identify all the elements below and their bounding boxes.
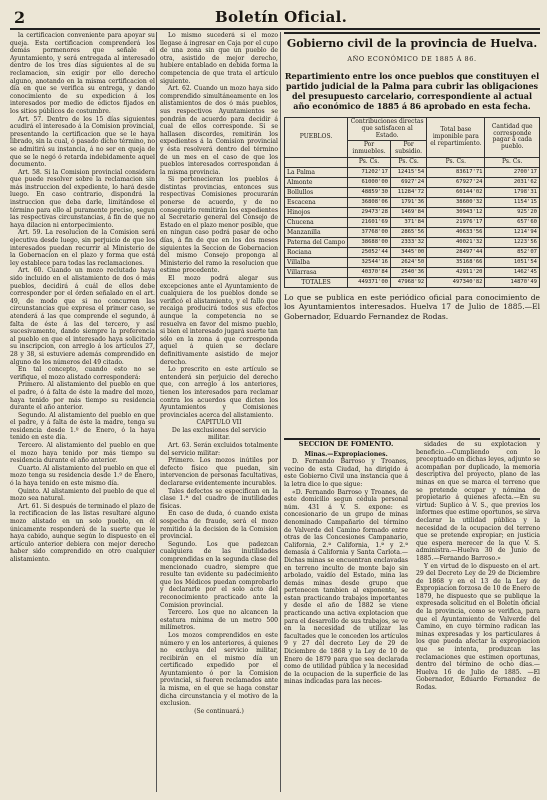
amount-cell: 925'20 (485, 207, 540, 217)
amount-cell: 1462'45 (485, 267, 540, 277)
table-row (285, 217, 540, 227)
table-row (285, 207, 540, 217)
unit-label: Ps. Cs. (348, 157, 391, 167)
unit-label: Ps. Cs. (485, 157, 540, 167)
paragraph: CAPITULO VII (196, 419, 242, 427)
amount-cell: 1791'36 (390, 197, 426, 207)
fomento-section (284, 433, 540, 795)
total-cell: 497340'82 (427, 277, 485, 287)
header-inmuebles: Por inmuebles. (348, 141, 391, 158)
table-row (285, 177, 540, 187)
amount-cell: 61000'00 (348, 177, 391, 187)
amount-cell: 32544'16 (348, 257, 391, 267)
fomento-column-2 (416, 441, 540, 793)
paragraph: En caso de duda, ó cuando exista sospecha de fraude, será el mozo remitido á la decision de la Comision provincial. (160, 510, 278, 541)
amount-cell: 40021'32 (427, 237, 485, 247)
paragraph: Tercero. Los que no alcancen la estatura mínima de un metro 500 milímetros. (160, 609, 278, 632)
amount-cell: 36808'06 (348, 197, 391, 207)
amount-cell: 48859'30 (348, 187, 391, 197)
paragraph: Si pertenecieran los pueblos á distintas provincias, entonces sus respectivas Comisiones procurarán ponerse de acuerdo, y de no conseguirlo remitirán los expedientes al Secretario general del Consejo de Estado en el plazo menor posible, que en ningun caso podrá pasar de ocho días, á fin de que en los dos meses siguientes la Seccion de Gobernacion del mismo Consejo proponga al Ministerio del ramo la resolucion que estime procedente. (160, 176, 278, 275)
amount-cell: 25052'44 (348, 247, 391, 257)
distribution-table (284, 117, 540, 288)
amount-cell: 2540'36 (390, 267, 426, 277)
paragraph: sidades de su explotacion y beneficio.—Cumpliendo con lo preceptuado en dichas leyes, adjunto se acompañan por duplicado, la memoria descriptiva del proyecto, plano de las minas en que se marca el terreno que se pretende ocupar y nómina de propietario á quienes afecta.—En su virtud: Suplico á V. S., que previos los informes que estime oportunos, se sirva declarar la utilidad pública y la necesidad de la ocupacion del terreno que se pretende expropiar; en justicia que espera merecer de la que V. S. administra.—Huelva 30 de Junio de 1885.—Fernando Barroso.» (416, 441, 540, 562)
amount-cell: 21976'17 (427, 217, 485, 227)
amount-cell: 38600'32 (427, 197, 485, 207)
amount-cell: 28497'44 (427, 247, 485, 257)
paragraph: Tercero. Al alistamiento del pueblo en que el mozo haya tenido por más tiempo su residencia durante el año anterior. (10, 442, 155, 465)
amount-cell: 38688'00 (348, 237, 391, 247)
column-rule (156, 32, 157, 792)
amount-cell: 852'07 (485, 247, 540, 257)
amount-cell: 12415'54 (390, 167, 426, 177)
town-name: Manzanilla (285, 227, 348, 237)
amount-cell: 11284'72 (390, 187, 426, 197)
town-name: Villalba (285, 257, 348, 267)
town-name: Paterna del Campo (285, 237, 348, 247)
paragraph: D. Fernando Barroso y Troanes, vecino de esta Ciudad, ha dirigido á este Gobierno Civil una instancia que á la letra dice lo que sigue: (284, 458, 408, 488)
unit-label: Ps. Cs. (427, 157, 485, 167)
paragraph: Art. 60. Cuando un mozo reclutado haya sido incluido en el alistamiento de dos ó más pueblos, decidirá á cuál de ellos debe corresponder por el órden señalado en el art. 49, de modo que si no concurren las circunstancias que expresa el primer caso, se atenderá á las que comprende el segundo, á falta de éste á las del tercero, y así sucesivamente, dando siempre la preferencia al pueblo en que el interesado haya solicitado su inscripcion, con arreglo á los artículos 27, 28 y 38, si estuviere además comprendido en alguno de los números del 49 citado. (10, 267, 155, 366)
table-row (285, 257, 540, 267)
town-name: Bollullos (285, 187, 348, 197)
left-column (10, 32, 155, 794)
amount-cell: 42911'20 (427, 267, 485, 277)
amount-cell: 83617'71 (427, 167, 485, 177)
table-row (285, 167, 540, 177)
publication-title: Boletín Oficial. (215, 8, 348, 26)
fiscal-year: AÑO ECONÓMICO DE 1885 Á 86. (347, 55, 477, 63)
amount-cell: 371'84 (390, 217, 426, 227)
amount-cell: 1154'15 (485, 197, 540, 207)
paragraph: Minas.—Expropiaciones. (304, 450, 388, 458)
amount-cell: 2031'62 (485, 177, 540, 187)
amount-cell: 1214'94 (485, 227, 540, 237)
paragraph: Los mozos comprendidos en este número y en los anteriores, á quienes no excluya del servicio militar, recibirán en el mismo día un certificado expedido por el Ayuntamiento ó por la Comision provincial, si fueren reclamados ante la misma, en el que se haga constar dicha circunstancia y el motivo de la exclusion. (160, 631, 278, 708)
paragraph: Tales defectos se especifican en la clase 1.ª del cuadro de inutilidades físicas. (160, 487, 278, 510)
amount-cell: 2700'17 (485, 167, 540, 177)
town-name: La Palma (285, 167, 348, 177)
town-name: Chucena (285, 217, 348, 227)
amount-cell: 2865'56 (390, 227, 426, 237)
amount-cell: 1223'56 (485, 237, 540, 247)
paragraph: Segundo. Los que padezcan cualquiera de las inutilidades comprendidas en la segunda clase del mencionado cuadro, siempre que resulte tan evidente su padecimiento que los Médicos puedan comprobarlo y declararle por el solo acto del reconocimiento practicado ante la Comision provincial. (160, 540, 278, 609)
totals-row (285, 277, 540, 287)
paragraph: Art. 58. Si la Comision provincial considera que puede resolver sobre la reclamacion sin más instruccion del expediente, lo hará desde luego. En caso contrario, dispondrá la instruccion que deba darle, limitándose el término para ello al puramente preciso, segun las respectivas circunstancias, á fin de que no haya dilacion ni entorpecimiento. (10, 168, 155, 229)
amount-cell: 2624'50 (390, 257, 426, 267)
amount-cell: 3445'00 (390, 247, 426, 257)
amount-cell: 37768'00 (348, 227, 391, 237)
amount-cell: 71202'17 (348, 167, 391, 177)
header-pueblos: PUEBLOS. (285, 118, 348, 158)
paragraph: Segundo. Al alistamiento del pueblo en que el padre, y á falta de éste la madre, tenga su residencia desde 1.º de Enero, ó la haya tenido en este día. (10, 411, 155, 442)
paragraph: Art. 59. La resolucion de la Comision será ejecutiva desde luego, sin perjuicio de que los interesados puedan recurrir al Ministerio de la Gobernacion en el plazo y forma que está ley establece para todas las reclamaciones. (10, 229, 155, 267)
paragraph: «D. Fernando Barroso y Troanes, de este domicilio segun cédula personal núm. 431 á V. S. expone: es concesionario de un grupo de minas denominado Campañario del término de Valverde del Camino formado entre otras de las Concesiones Campanario, California, 2.ª California, 1.ª y 2.ª demasía á California y Santa Carlota.—Dichas minas se encuentran enclavadas en terreno inculto de monte bajo sin arbolado, vaídío del Estado, mina las demás minas desde grupo que pertenecen tambien al exponente, se estan practicando trabajos importantes y desde el año de 1882 se viene practicando una activa explotacion que para el desarrollo de sus trabajos, se ve en la necesidad de utilizar las facultades que le conceden los artículos 9 y 27 del decreto Ley de 29 de Diciembre de 1868 y la Ley de 10 de Enero de 1879 para que sea declarada como de utilidad pública y la necesidad de la ocupacion de la superficie de las minas indicadas para las neces- (284, 488, 408, 686)
town-name: Escacena (285, 197, 348, 207)
fomento-column-1 (284, 441, 408, 793)
amount-cell: 29473'28 (348, 207, 391, 217)
total-cell: 47968'92 (390, 277, 426, 287)
header-subsidio: Por subsidio. (390, 141, 426, 158)
amount-cell: 21601'69 (348, 217, 391, 227)
paragraph: (Se continuará.) (194, 707, 244, 715)
town-name: Rociana (285, 247, 348, 257)
amount-cell: 60144'02 (427, 187, 485, 197)
table-row (285, 267, 540, 277)
paragraph: En tal concepto, cuando esto no se verifique, el mozo alistado corresponderá: (10, 366, 155, 381)
amount-cell: 35168'66 (427, 257, 485, 267)
paragraph: De las exclusiones del servicio militar. (171, 426, 267, 442)
paragraph: Cuarto. Al alistamiento del pueblo en que el mozo tenga su residencia desde 1.º de Enero, ó la haya tenido en este mismo día. (10, 464, 155, 488)
paragraph: Art. 63. Serán excluidos totalmente del servicio militar: (160, 442, 278, 457)
amount-cell: 1469'84 (390, 207, 426, 217)
amount-cell: 1051'54 (485, 257, 540, 267)
paragraph: Lo mismo sucederá si el mozo llegase á ingresar en Caja por el cupo de una zona sin que un pueblo de otra, asistido de mejor derecho, hubiere entablado en debida forma la competencia de que trata el artículo siguiente. (160, 32, 278, 85)
totals-label: TOTALES (285, 277, 348, 287)
table-row (285, 197, 540, 207)
paragraph: Quinto. Al alistamiento del pueblo de que el mozo sea natural. (10, 487, 155, 503)
paragraph: El mozo podrá alegar sus excepciones ante el Ayuntamiento de cualquiera de los pueblos donde se verificó el alistamiento, y el fallo que recaiga producirá todos sus efectos aunque la competencia no se resuelva en favor del mismo pueblo, si bien el interesado jugará suerte tan sólo en la zona á que corresponda aquel á quien se declare definitivamente asistido de mejor derecho. (160, 275, 278, 366)
table-row (285, 187, 540, 197)
paragraph: Art. 57. Dentro de los 15 días siguientes acudirá el interesado á la Comision provincial, presentando la certificacion que se le haya librado, sin la cual, ó pasado dicho término, no se admitirá su instancia, á no ser en queja de que se le negó ó retarda indebidamente aquel documento. (10, 115, 155, 169)
amount-cell: 40633'56 (427, 227, 485, 237)
total-cell: 14870'49 (485, 277, 540, 287)
distribution-heading: Repartimiento entre los once pueblos que constituyen el partido judicial de la Palma para cubrir las obligaciones del presupuesto carcelario, correspondiente al actual año económico de 1885 á 86 aprobado en esta fecha. (284, 71, 540, 111)
column-rule (280, 32, 281, 792)
amount-cell: 40370'84 (348, 267, 391, 277)
amount-cell: 30943'12 (427, 207, 485, 217)
header-amount: Cantidad que corresponde pagar á cada pueblo. (485, 118, 540, 158)
amount-cell: 67927'24 (427, 177, 485, 187)
total-cell: 449371'00 (348, 277, 391, 287)
table-row (285, 247, 540, 257)
amount-cell: 2333'32 (390, 237, 426, 247)
paragraph: Art. 62. Cuando un mozo haya sido comprendido simultáneamente en los alistamientos de dos ó más pueblos, sus respectivos Ayuntamientos se pondrán de acuerdo para decidir á cual de ellos corresponde. Si se hallasen discordes, remitirán los expedientes á la Comision provincial y ésta resolverá dentro del término de un mes en el caso de que los pueblos interesados correspondan á la misma provincia. (160, 85, 278, 176)
paragraph: Art. 61. Si después de terminado el plazo de la rectificacion de las listas resultare alguno mozo alistado en un solo pueblo, en él únicamente responderá de la suerte que le haya cabido, aunque según lo dispuesto en el artículo anterior debiera con mejor derecho haber sido comprendido en otro cualquier alistamiento. (10, 502, 155, 563)
amount-cell: 657'60 (485, 217, 540, 227)
town-name: Villarrasa (285, 267, 348, 277)
table-row (285, 227, 540, 237)
section-title: SECCION DE FOMENTO. (298, 441, 394, 448)
publication-note: Lo que se publica en este periódico oficial para conocimiento de los Ayuntamientos interesados. Huelva 17 de Julio de 1885.—El Gobernador, Eduardo Fernandez de Rodas. (284, 292, 540, 321)
paragraph: Primero. Los mozos inútiles por defecto físico que puedan, sin intervencion de personas facultativas, declararse evidentemente incurables. (160, 457, 278, 488)
header-contributions: Contribuciones directas que satisfacen al Estado. (348, 118, 427, 141)
header-total: Total base imponible para el repartimiento. (427, 118, 485, 158)
paragraph: Y en virtud de lo dispuesto en el art. 29 del Decreto Ley de 29 de Diciembre de 1868 y en el 13 de la Ley de Expropiacion forzosa de 10 de Enero de 1879, he dispuesto que se publique la expresada solicitud en el Boletín oficial de la provincia, como se verifica, para que el Ayuntamiento de Valverde del Camino, en cuyo término radican las minas expresadas y los particulares á los que pueda afectar la expropiacion que se intenta, produzcan las reclamaciones que estimen oportunas, dentro del término de ocho días.—Huelva 16 de Julio de 1885. —El Gobernador, Eduardo Fernandez de Rodas. (416, 562, 540, 691)
amount-cell: 1798'31 (485, 187, 540, 197)
middle-column (160, 32, 278, 794)
amount-cell: 6927'24 (390, 177, 426, 187)
town-name: Hinojos (285, 207, 348, 217)
notice-title: Gobierno civil de la provincia de Huelva. (284, 32, 540, 50)
paragraph: la certificacion conveniente para apoyar su queja. Esta certificacion comprenderá los demás pormenores que señale el Ayuntamiento, y será entregada al interesado dentro de los tres días siguientes al de su reclamacion, sin exigir por ello derecho alguno, anotando en la misma certificacion el día en que se verifica su entrega, y dando conocimiento de su expedicion á los interesados por medio de edictos fijados en los sitios públicos de costumbre. (10, 32, 155, 115)
paragraph: Primero. Al alistamiento del pueblo en que el padre, ó á falta de éste la madre del mozo, haya tenido por más tiempo su residencia durante el año anterior. (10, 381, 155, 412)
government-notice (284, 30, 540, 321)
table-row (285, 237, 540, 247)
page-header (10, 8, 540, 30)
page-number: 2 (14, 8, 26, 27)
unit-label: Ps. Cs. (390, 157, 426, 167)
town-name: Almonte (285, 177, 348, 187)
paragraph: Lo prescrito en este artículo se entenderá sin perjuicio del derecho que, con arreglo á los anteriores, tienen los interesados para reclamar contra los acuerdos que dicten los Ayuntamientos y Comisiones provinciales acerca del alistamiento. (160, 366, 278, 419)
